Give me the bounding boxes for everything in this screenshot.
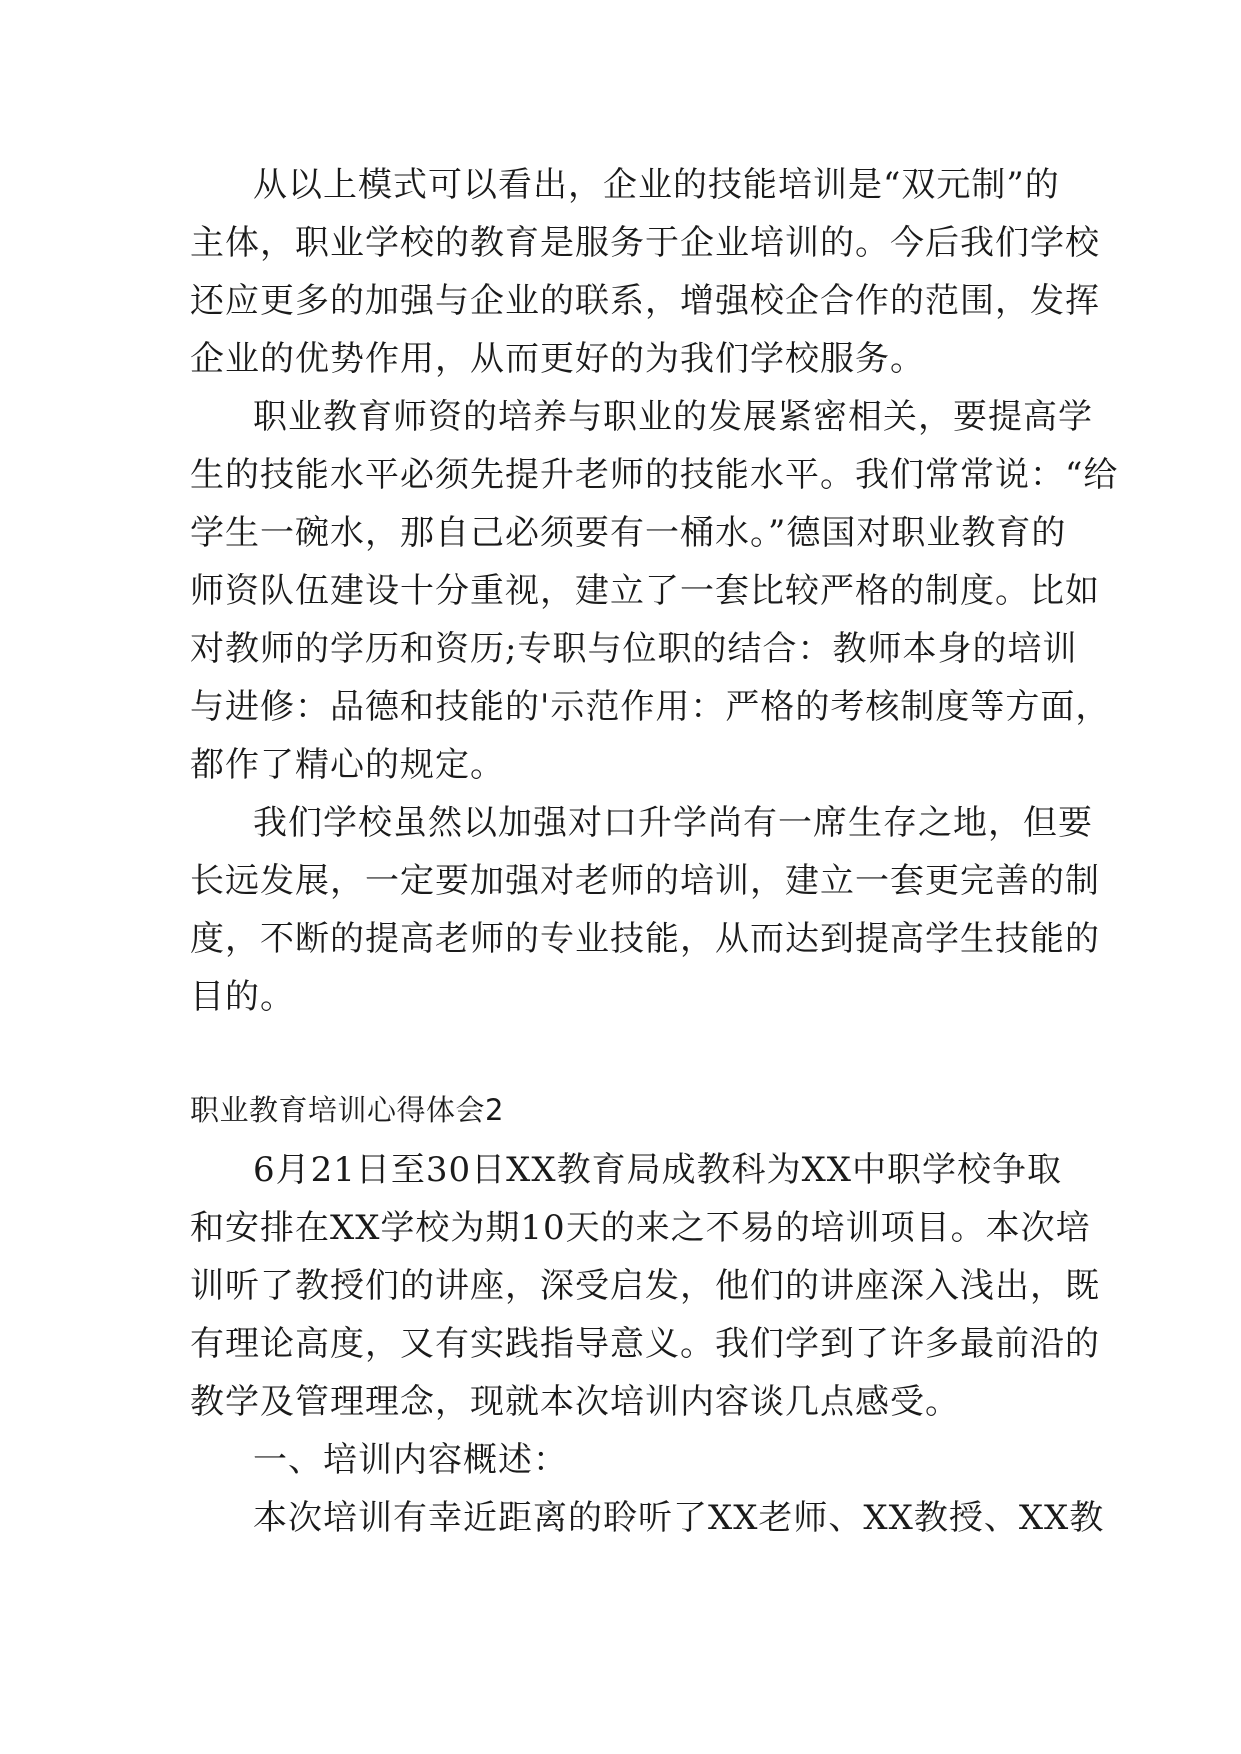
paragraph-2-line-6: 与进修：品德和技能的'示范作用：严格的考核制度等方面，	[190, 687, 1111, 727]
paragraph-2-line-2: 生的技能水平必须先提升老师的技能水平。我们常常说：“给	[190, 455, 1119, 495]
section-title: 职业教育培训心得体会2	[190, 1093, 504, 1127]
section-paragraph-2-line-1: 一、培训内容概述：	[253, 1440, 568, 1480]
paragraph-2-line-7: 都作了精心的规定。	[190, 745, 505, 785]
paragraph-2-line-1: 职业教育师资的培养与职业的发展紧密相关，要提高学	[253, 397, 1093, 437]
section-paragraph-1-line-3: 训听了教授们的讲座，深受启发，他们的讲座深入浅出，既	[190, 1266, 1100, 1306]
paragraph-3-line-2: 长远发展，一定要加强对老师的培训，建立一套更完善的制	[190, 861, 1100, 901]
paragraph-1-line-2: 主体，职业学校的教育是服务于企业培训的。今后我们学校	[190, 223, 1100, 263]
paragraph-3-line-4: 目的。	[190, 977, 295, 1017]
section-paragraph-1-line-1: 6月21日至30日XX教育局成教科为XX中职学校争取	[253, 1150, 1062, 1190]
paragraph-2-line-5: 对教师的学历和资历;专职与位职的结合：教师本身的培训	[190, 629, 1078, 669]
section-paragraph-1-line-4: 有理论高度，又有实践指导意义。我们学到了许多最前沿的	[190, 1324, 1100, 1364]
paragraph-2-line-3: 学生一碗水，那自己必须要有一桶水。”德国对职业教育的	[190, 513, 1067, 553]
paragraph-3-line-3: 度，不断的提高老师的专业技能，从而达到提高学生技能的	[190, 919, 1100, 959]
paragraph-1-line-3: 还应更多的加强与企业的联系，增强校企合作的范围，发挥	[190, 281, 1100, 321]
section-paragraph-1-line-5: 教学及管理理念，现就本次培训内容谈几点感受。	[190, 1382, 960, 1422]
section-paragraph-1-line-2: 和安排在XX学校为期10天的来之不易的培训项目。本次培	[190, 1208, 1091, 1248]
section-paragraph-3-line-1: 本次培训有幸近距离的聆听了XX老师、XX教授、XX教	[253, 1498, 1105, 1538]
paragraph-1-line-1: 从以上模式可以看出，企业的技能培训是“双元制”的	[253, 165, 1060, 205]
paragraph-2-line-4: 师资队伍建设十分重视，建立了一套比较严格的制度。比如	[190, 571, 1100, 611]
paragraph-1-line-4: 企业的优势作用，从而更好的为我们学校服务。	[190, 339, 925, 379]
paragraph-3-line-1: 我们学校虽然以加强对口升学尚有一席生存之地，但要	[253, 803, 1093, 843]
